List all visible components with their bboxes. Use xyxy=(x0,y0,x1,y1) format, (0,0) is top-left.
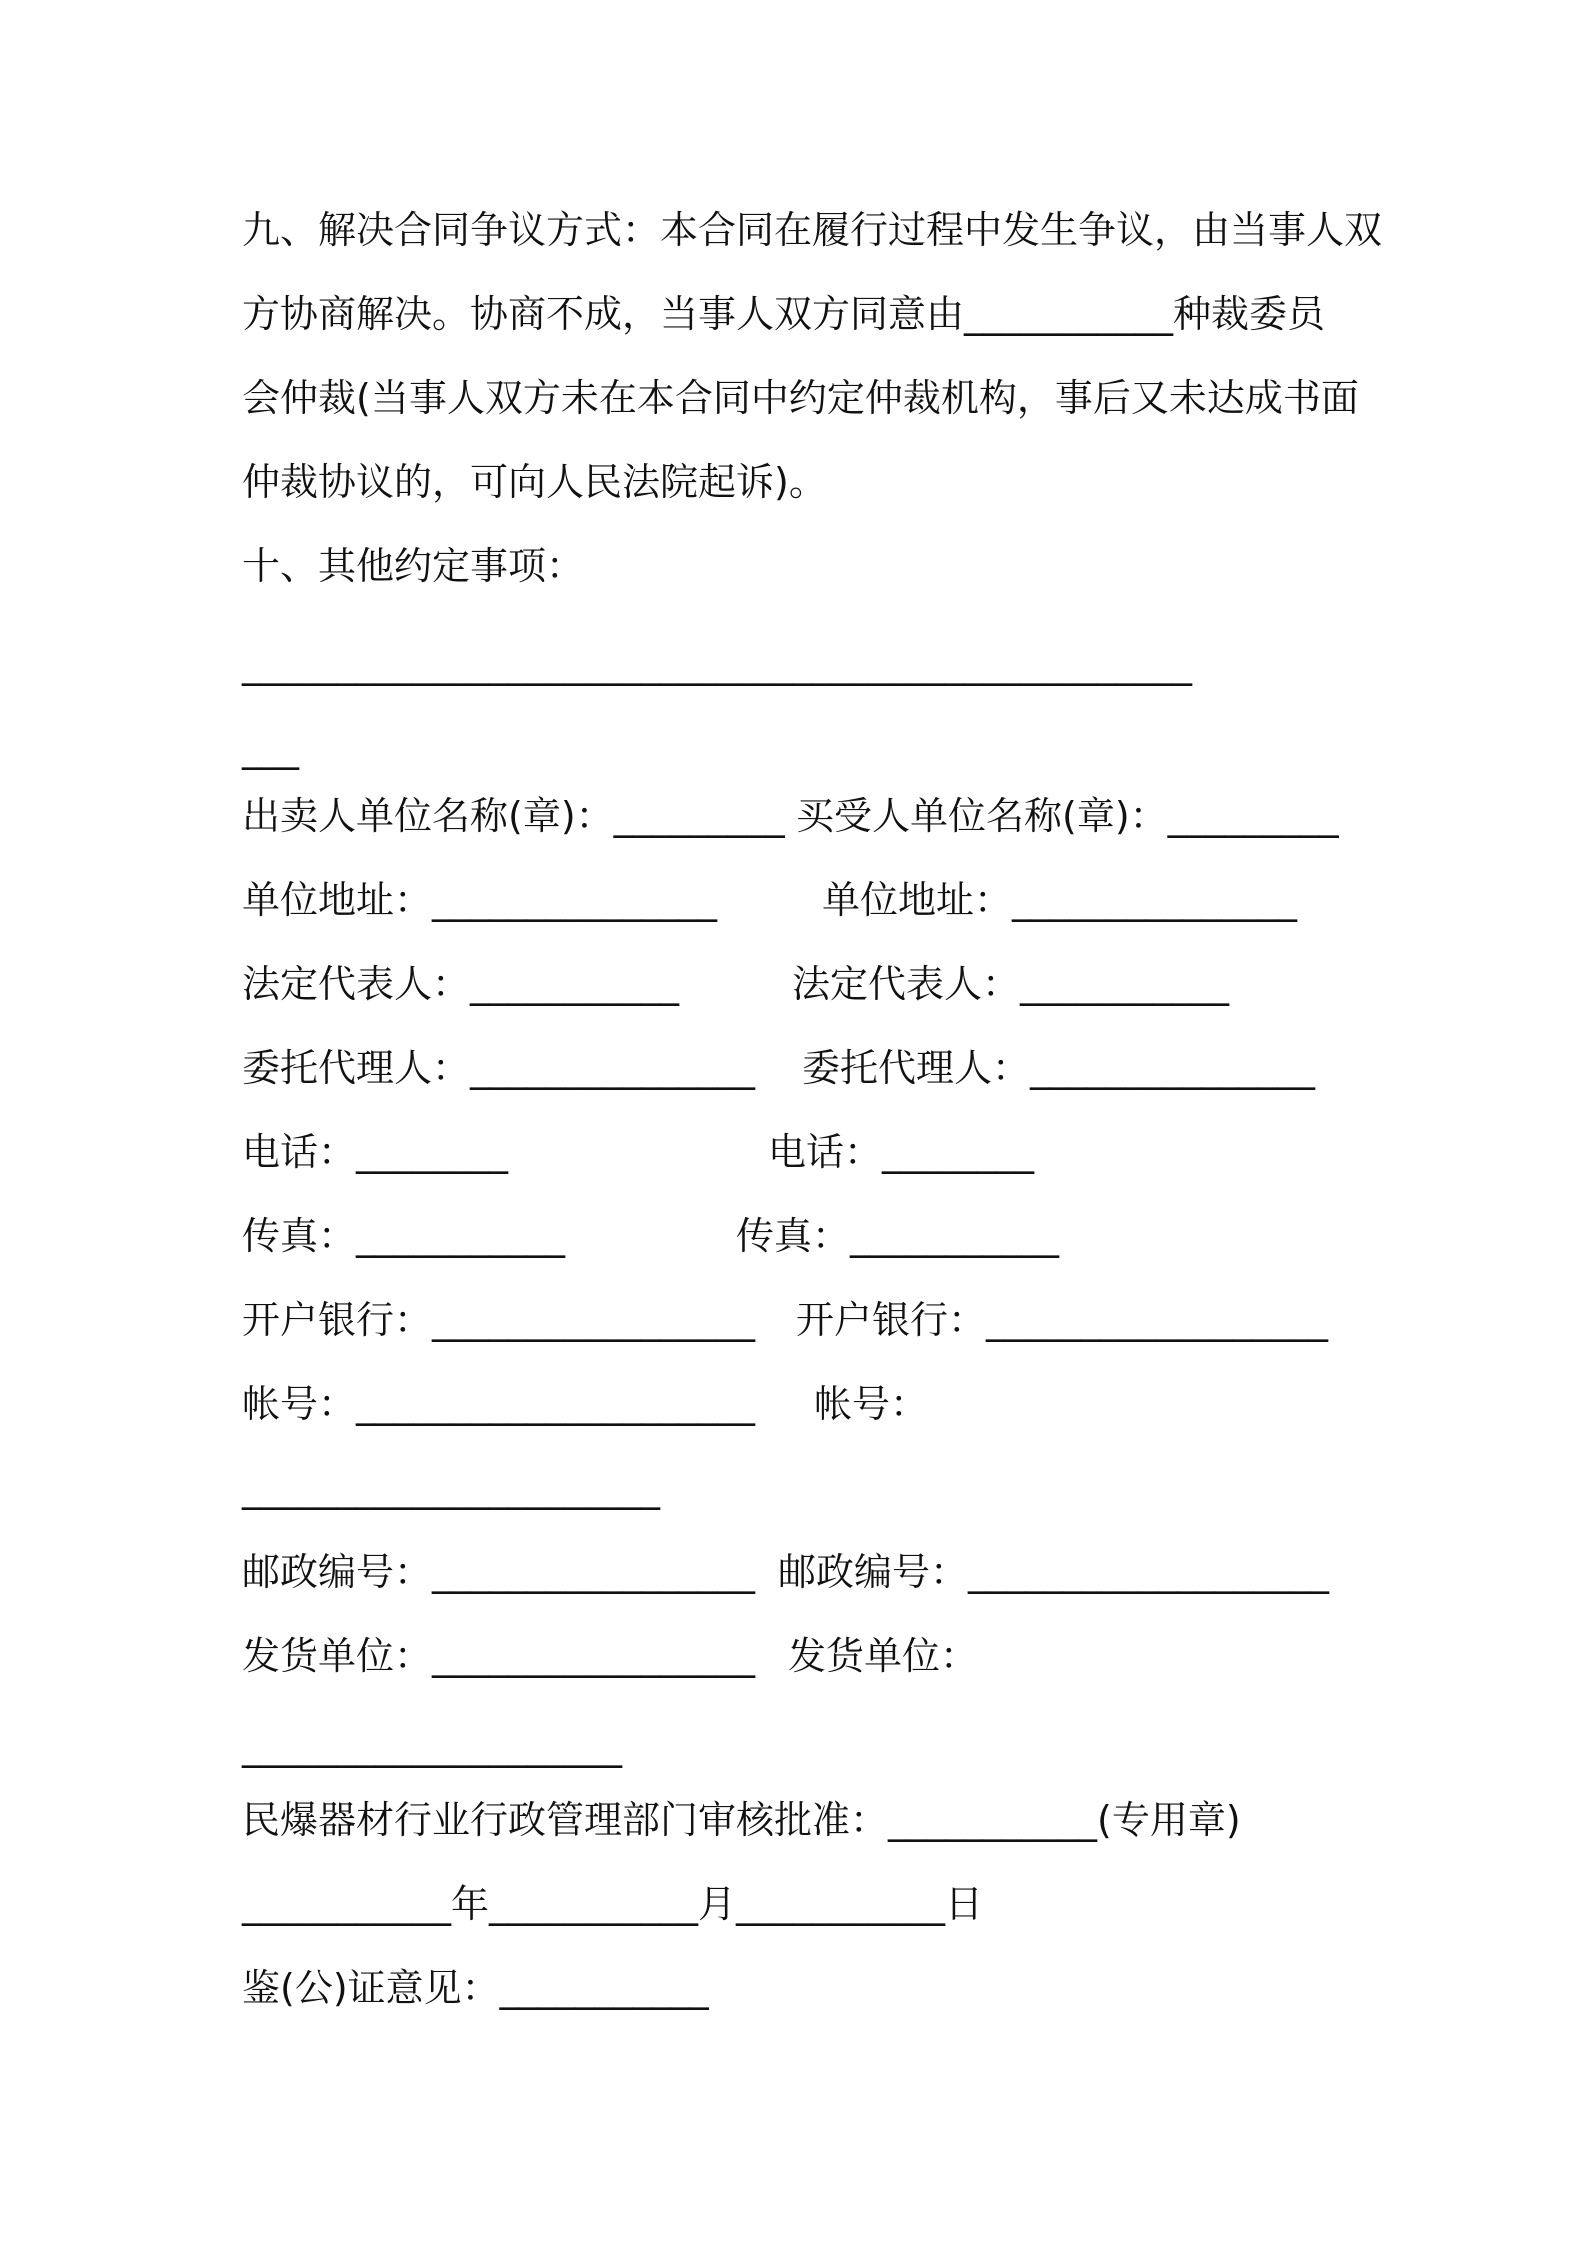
seller-unit-name: 出卖人单位名称(章)：_________ xyxy=(242,794,785,838)
buyer-account: 帐号： xyxy=(814,1382,929,1426)
seller-bank: 开户银行：_________________ xyxy=(242,1298,756,1342)
buyer-account-blank: ______________________ xyxy=(242,1466,660,1510)
approval-line: 民爆器材行业行政管理部门审核批准：___________(专用章) xyxy=(242,1798,1241,1842)
clause9-line1: 九、解决合同争议方式：本合同在履行过程中发生争议，由当事人双 xyxy=(242,208,1383,252)
clause10-blank-line-cont: ___ xyxy=(242,726,299,770)
clause10-blank-line: __________________________________________________ xyxy=(242,642,1192,686)
seller-fax: 传真：___________ xyxy=(242,1214,566,1258)
seller-legal-rep: 法定代表人：___________ xyxy=(242,962,680,1006)
buyer-shipper-blank: ____________________ xyxy=(242,1724,622,1768)
approval-date: ___________年___________月___________日 xyxy=(242,1882,984,1926)
seller-shipper: 发货单位：_________________ xyxy=(242,1634,756,1678)
buyer-fax: 传真：___________ xyxy=(736,1214,1060,1258)
seller-account: 帐号：_____________________ xyxy=(242,1382,756,1426)
notary-opinion: 鉴(公)证意见：___________ xyxy=(242,1966,709,2010)
seller-address: 单位地址：_______________ xyxy=(242,878,718,922)
seller-phone: 电话：________ xyxy=(242,1130,509,1174)
clause9-line2: 方协商解决。协商不成，当事人双方同意由___________种裁委员 xyxy=(242,292,1326,336)
buyer-phone: 电话：________ xyxy=(768,1130,1035,1174)
buyer-agent: 委托代理人：_______________ xyxy=(802,1046,1316,1090)
clause9-line4: 仲裁协议的，可向人民法院起诉)。 xyxy=(242,460,827,504)
seller-postal: 邮政编号：_________________ xyxy=(242,1550,756,1594)
clause9-line3: 会仲裁(当事人双方未在本合同中约定仲裁机构，事后又未达成书面 xyxy=(242,376,1359,420)
buyer-unit-name: 买受人单位名称(章)：_________ xyxy=(796,794,1339,838)
buyer-shipper: 发货单位： xyxy=(788,1634,979,1678)
buyer-legal-rep: 法定代表人：___________ xyxy=(792,962,1230,1006)
buyer-address: 单位地址：_______________ xyxy=(822,878,1298,922)
seller-agent: 委托代理人：_______________ xyxy=(242,1046,756,1090)
buyer-postal: 邮政编号：___________________ xyxy=(778,1550,1330,1594)
clause10-heading: 十、其他约定事项： xyxy=(242,544,585,588)
buyer-bank: 开户银行：__________________ xyxy=(796,1298,1329,1342)
